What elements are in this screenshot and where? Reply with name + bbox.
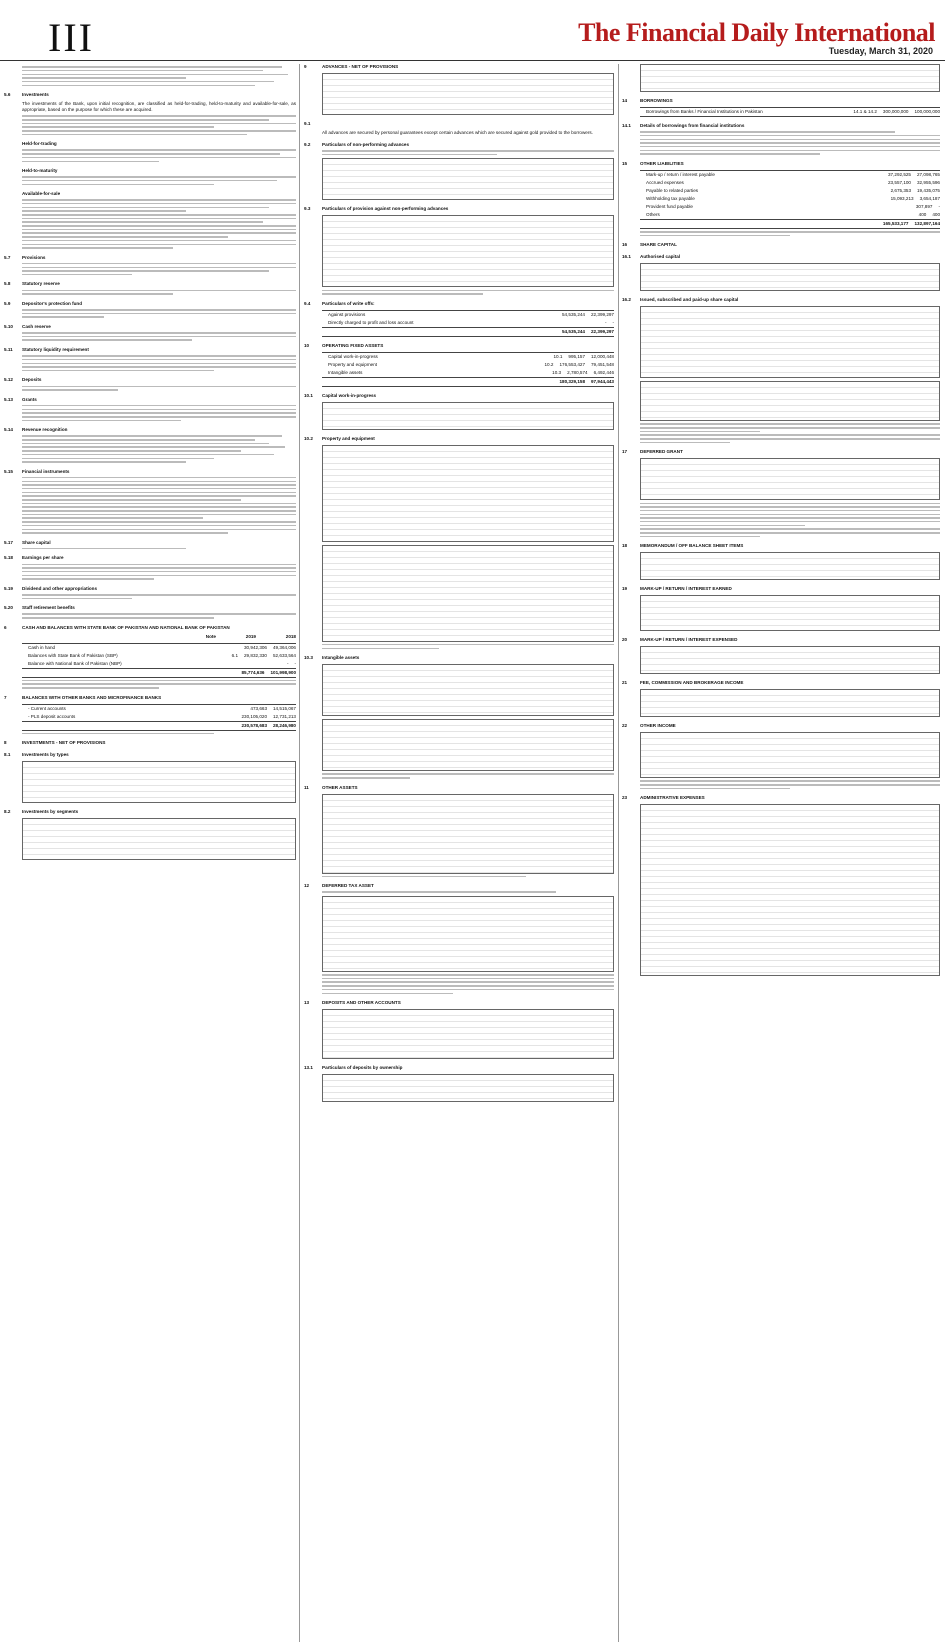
section-heading: 5.19 Dividend and other appropriations bbox=[4, 585, 98, 591]
text-block bbox=[640, 131, 940, 155]
fee-commission-table bbox=[640, 689, 940, 717]
text-block bbox=[22, 149, 296, 162]
text-block bbox=[322, 891, 614, 893]
write-offs-table bbox=[322, 310, 614, 337]
column-3 bbox=[622, 64, 940, 1642]
text-block bbox=[22, 477, 296, 534]
table-row: Provident fund payable 307,897 - bbox=[646, 203, 940, 209]
section-heading: 5.15 Financial instruments bbox=[4, 468, 70, 474]
text-block bbox=[22, 564, 296, 580]
section-heading: 14.1 Details of borrowings from financial institutions bbox=[622, 123, 745, 128]
text-block bbox=[22, 405, 296, 421]
section-heading: 20 MARK-UP / RETURN / INTEREST EXPENSED bbox=[622, 637, 738, 643]
section-heading: 9.4 Particulars of write offs: bbox=[304, 300, 375, 306]
text-block bbox=[22, 309, 296, 318]
section-heading: 10.3 Intangible assets bbox=[304, 655, 360, 661]
column-divider bbox=[618, 64, 619, 1642]
table-row: Payable to related parties 2,675,353 19,435,075 bbox=[646, 187, 940, 193]
table-column-headers: Note 2019 2018 bbox=[205, 633, 296, 639]
header-rule bbox=[0, 60, 945, 61]
table-row: Accrued expenses 23,557,100 32,955,596 bbox=[646, 179, 940, 185]
borrowings-table bbox=[640, 107, 940, 117]
text-block bbox=[640, 503, 940, 538]
issued-capital-table bbox=[640, 306, 940, 378]
section-heading: 9 ADVANCES - NET OF PROVISIONS bbox=[304, 64, 399, 69]
text-block bbox=[22, 332, 296, 341]
section-heading: 16.1 Authorised capital bbox=[622, 254, 681, 260]
operating-fixed-assets-table bbox=[322, 352, 614, 387]
text-block bbox=[322, 773, 614, 778]
text-block bbox=[22, 386, 296, 391]
text-block bbox=[640, 423, 940, 443]
other-liabilities-table bbox=[640, 170, 940, 229]
section-heading: 18 MEMORANDUM / OFF BALANCE SHEET ITEMS bbox=[622, 543, 744, 549]
newspaper-masthead: The Financial Daily International bbox=[578, 18, 935, 47]
section-heading: 22 OTHER INCOME bbox=[622, 723, 676, 729]
text-block bbox=[322, 644, 614, 649]
table-row: - PLS deposit accounts 230,105,020 12,731,213 bbox=[28, 713, 296, 719]
section-heading: 16.2 Issued, subscribed and paid-up share capital bbox=[622, 297, 739, 303]
investments-by-type-table bbox=[22, 761, 296, 803]
section-heading: Held-to-maturity bbox=[22, 168, 58, 173]
table-row: - Current accounts 473,663 14,515,067 bbox=[28, 705, 296, 711]
cwip-table bbox=[322, 402, 614, 430]
section-heading: 13.1 Particulars of deposits by ownership bbox=[304, 1065, 403, 1070]
column-divider bbox=[299, 64, 300, 1642]
table-row: Capital work-in-progress 10.1 995,157 12,000,448 bbox=[328, 353, 614, 359]
text-block bbox=[640, 231, 940, 236]
section-heading: 5.17 Share capital bbox=[4, 539, 51, 545]
deferred-tax-table bbox=[322, 896, 614, 972]
table-row: Withholding tax payable 15,093,213 3,654,187 bbox=[646, 195, 940, 201]
section-heading: 11 OTHER ASSETS bbox=[304, 784, 358, 790]
text-block bbox=[22, 115, 296, 135]
text-block bbox=[22, 199, 296, 248]
advances-table bbox=[322, 73, 614, 115]
paragraph: The investments of the Bank, upon initial recognition, are classified as held-for-trading, held-to-maturity and available-for-sale, as appropriate, based on the purpose for which these are acquired. bbox=[22, 101, 296, 113]
section-heading: 9.2 Particulars of non-performing advances bbox=[304, 142, 410, 147]
table-row: Against provisions 54,535,244 22,399,297 bbox=[328, 311, 614, 317]
table-total-row: 230,578,683 28,246,980 bbox=[22, 721, 296, 730]
section-heading: 9.3 Particulars of provision against non-performing advances bbox=[304, 206, 449, 212]
column-2 bbox=[304, 64, 614, 1642]
text-block bbox=[22, 680, 296, 689]
section-heading: 5.6 Investments bbox=[4, 92, 49, 98]
section-heading: 5.7 Provisions bbox=[4, 254, 46, 260]
markup-earned-table bbox=[640, 595, 940, 631]
section-heading: 19 MARK-UP / RETURN / INTEREST EARNED bbox=[622, 586, 732, 592]
memorandum-table bbox=[640, 552, 940, 580]
section-heading: 6 CASH AND BALANCES WITH STATE BANK OF PAKISTAN AND NATIONAL BANK OF PAKISTAN bbox=[4, 624, 230, 630]
section-heading: 15 OTHER LIABILITIES bbox=[622, 160, 684, 166]
table-row: Cash in hand 30,942,306 49,364,006 bbox=[28, 644, 296, 650]
text-block bbox=[22, 290, 296, 295]
section-heading: 10.1 Capital work-in-progress bbox=[304, 392, 377, 398]
section-heading: 5.12 Deposits bbox=[4, 377, 42, 383]
text-block bbox=[22, 594, 296, 599]
page-number: III bbox=[48, 15, 94, 60]
section-heading: 5.9 Depositor's protection fund bbox=[4, 300, 83, 306]
intangible-assets-2018-table bbox=[322, 719, 614, 771]
share-movement-table bbox=[640, 381, 940, 421]
table-row: Property and equipment 10.2 176,553,427 79,451,548 bbox=[328, 361, 614, 367]
column-1 bbox=[4, 64, 296, 1642]
section-heading: 8.2 Investments by segments bbox=[4, 809, 79, 815]
section-heading: 10 OPERATING FIXED ASSETS bbox=[304, 342, 384, 348]
table-total-row: 165,533,177 132,897,164 bbox=[640, 219, 940, 228]
deposits-continued-table bbox=[640, 64, 940, 92]
table-row: Mark-up / return / interest payable 37,292,525 27,098,765 bbox=[646, 171, 940, 177]
section-heading: 5.18 Earnings per share bbox=[4, 555, 64, 561]
other-banks-table bbox=[22, 704, 296, 731]
text-block bbox=[640, 780, 940, 789]
deferred-grant-table bbox=[640, 458, 940, 500]
section-heading: 8.1 Investments by types bbox=[4, 752, 69, 758]
text-block bbox=[322, 290, 614, 295]
non-performing-advances-table bbox=[322, 158, 614, 200]
table-total-row: 85,774,636 101,998,900 bbox=[22, 668, 296, 677]
page-header bbox=[0, 0, 945, 62]
section-heading: 17 DEFERRED GRANT bbox=[622, 449, 683, 455]
section-heading: 5.8 Statutory reserve bbox=[4, 281, 60, 287]
section-heading: 5.14 Revenue recognition bbox=[4, 427, 68, 433]
section-heading: 13 DEPOSITS AND OTHER ACCOUNTS bbox=[304, 1000, 401, 1005]
section-heading: 8 INVESTMENTS - NET OF PROVISIONS bbox=[4, 740, 106, 746]
text-block bbox=[22, 733, 296, 735]
property-equipment-2019-table bbox=[322, 445, 614, 542]
other-income-table bbox=[640, 732, 940, 778]
text-block bbox=[22, 176, 296, 185]
section-heading: 5.10 Cash reserve bbox=[4, 323, 51, 329]
section-heading: 23 ADMINISTRATIVE EXPENSES bbox=[622, 795, 705, 801]
section-heading: 16 SHARE CAPITAL bbox=[622, 242, 677, 248]
text-block bbox=[322, 974, 614, 994]
section-heading: Available-for-sale bbox=[22, 191, 61, 197]
administrative-expenses-table bbox=[640, 804, 940, 976]
text-block bbox=[22, 435, 296, 462]
section-heading: 5.11 Statutory liquidity requirement bbox=[4, 346, 89, 352]
section-heading: 12 DEFERRED TAX ASSET bbox=[304, 883, 374, 889]
deposits-by-ownership-table bbox=[322, 1074, 614, 1102]
table-row: Others 400 400 bbox=[646, 211, 940, 217]
table-total-row: 180,329,158 97,944,443 bbox=[322, 377, 614, 386]
property-equipment-2018-table bbox=[322, 545, 614, 642]
other-assets-table bbox=[322, 794, 614, 874]
text-block bbox=[322, 876, 614, 878]
table-row: Directly charged to profit and loss account - - bbox=[328, 319, 614, 325]
table-total-row: 54,535,244 22,399,297 bbox=[322, 327, 614, 336]
section-heading: 21 FEE, COMMISSION AND BROKERAGE INCOME bbox=[622, 680, 744, 686]
section-heading: Held-for-trading bbox=[22, 141, 57, 147]
text-block bbox=[322, 150, 614, 155]
intangible-assets-2019-table bbox=[322, 664, 614, 716]
authorised-capital-table bbox=[640, 263, 940, 291]
section-heading: 9.1 bbox=[304, 121, 311, 126]
text-block bbox=[22, 613, 296, 618]
section-heading: 14 BORROWINGS bbox=[622, 98, 673, 103]
text-block bbox=[22, 548, 296, 550]
paragraph: All advances are secured by personal guarantees except certain advances which are secured against gold provided to the borrowers. bbox=[322, 130, 593, 135]
section-heading: 7 BALANCES WITH OTHER BANKS AND MICROFINANCE BANKS bbox=[4, 694, 162, 700]
section-heading: 10.2 Property and equipment bbox=[304, 435, 375, 441]
markup-expensed-table bbox=[640, 646, 940, 674]
table-row: Borrowings from Banks / Financial Institutions in Pakistan 14.1 & 14.2 300,000,000 100,000,000 bbox=[646, 109, 940, 114]
investments-by-segment-table bbox=[22, 818, 296, 860]
table-row: Intangible assets 10.3 2,780,574 6,492,446 bbox=[328, 369, 614, 375]
text-block bbox=[22, 263, 296, 276]
cash-balances-table bbox=[22, 643, 296, 678]
text-block bbox=[22, 355, 296, 371]
deposits-table bbox=[322, 1009, 614, 1059]
section-heading: 5.13 Grants bbox=[4, 396, 37, 402]
table-row: Balances with State Bank of Pakistan (SBP) 6.1 29,832,330 52,633,564 bbox=[28, 652, 296, 658]
table-row: Balance with National Bank of Pakistan (NBP) - - bbox=[28, 660, 296, 666]
provision-movement-table bbox=[322, 215, 614, 287]
section-heading: 5.20 Staff retirement benefits bbox=[4, 605, 75, 611]
issue-date: Tuesday, March 31, 2020 bbox=[828, 46, 933, 56]
text-block bbox=[22, 66, 296, 86]
